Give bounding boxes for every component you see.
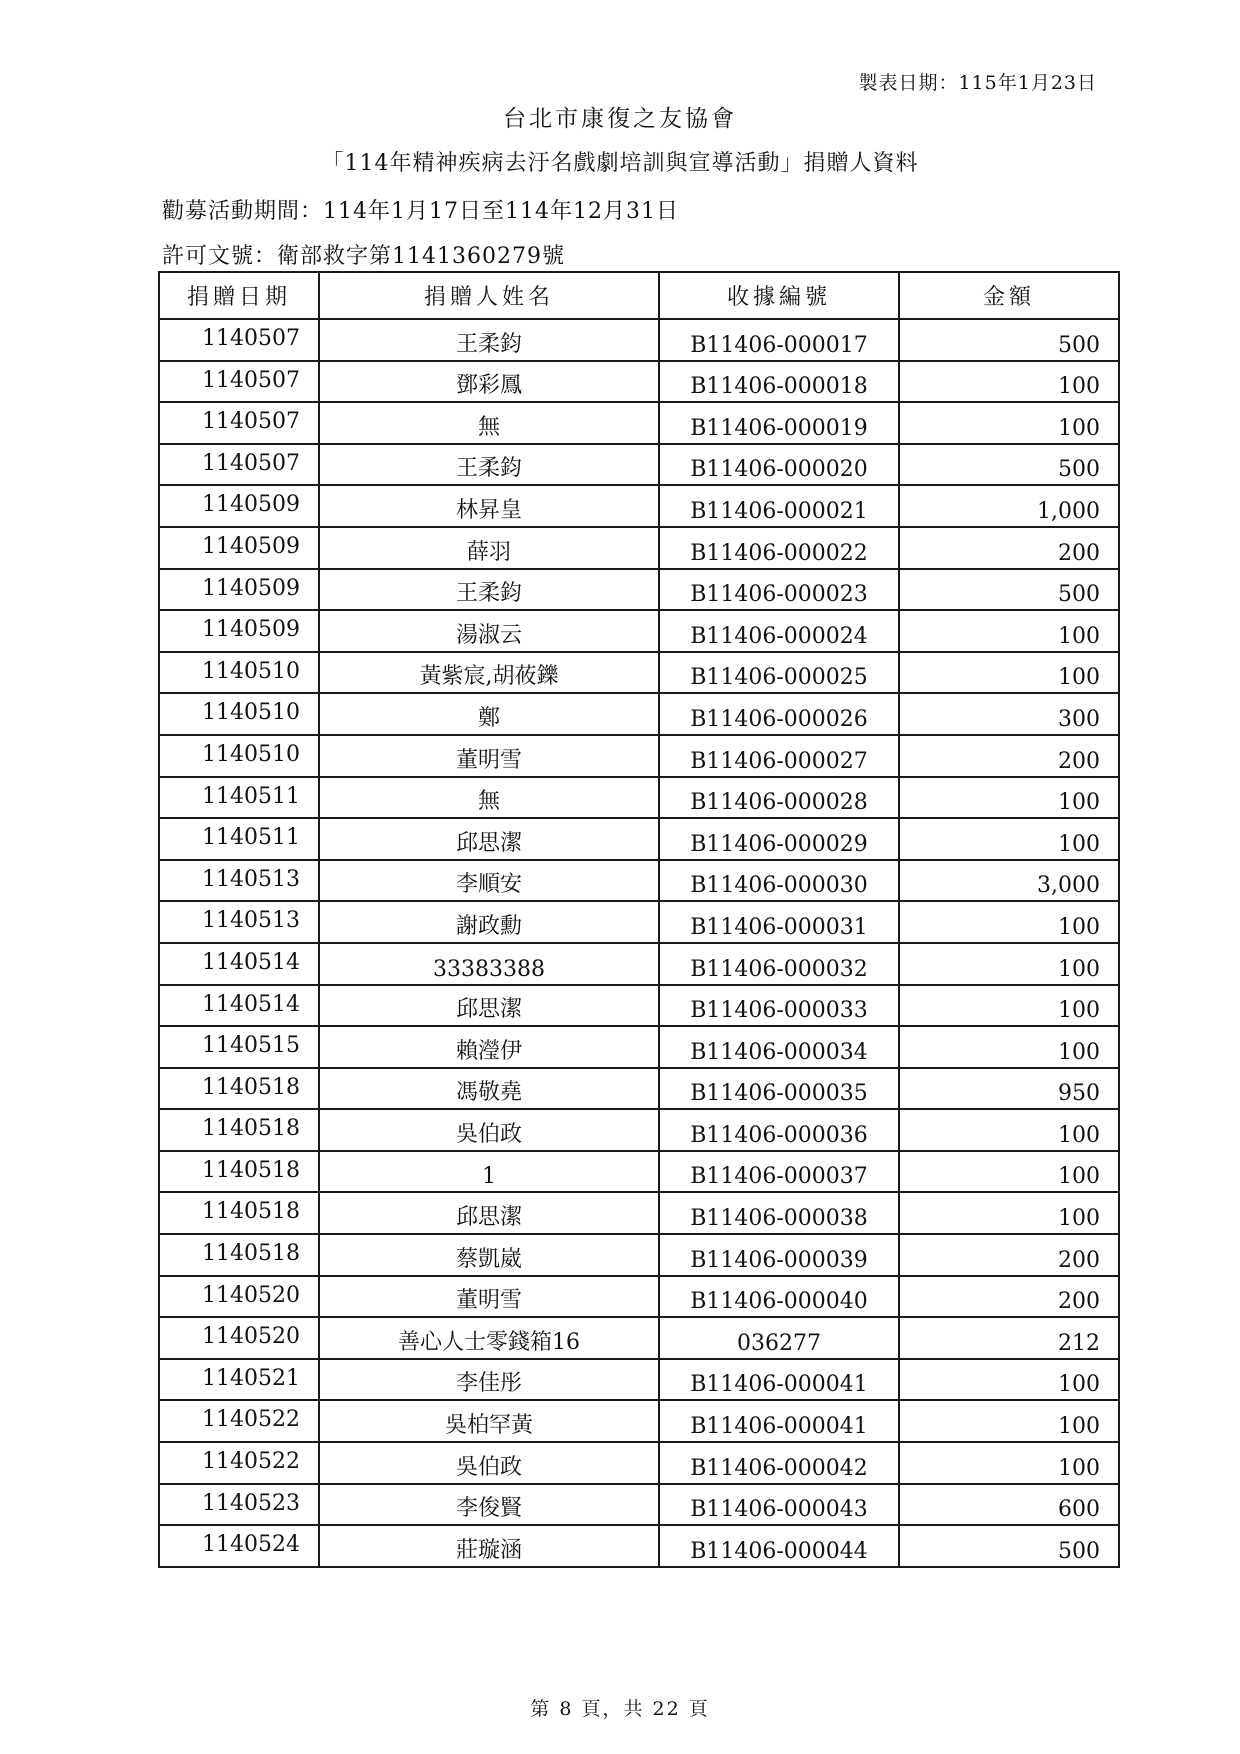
cell-receipt-no: B11406-000030 (659, 860, 899, 902)
cell-receipt-no: B11406-000022 (659, 527, 899, 569)
cell-date: 1140507 (159, 319, 319, 361)
cell-donor-name: 林昇皇 (319, 485, 659, 527)
cell-date: 1140520 (159, 1276, 319, 1318)
cell-receipt-no: B11406-000036 (659, 1109, 899, 1151)
table-row (159, 652, 1119, 694)
cell-receipt-no: B11406-000040 (659, 1276, 899, 1318)
cell-date: 1140518 (159, 1151, 319, 1193)
table-row (159, 361, 1119, 403)
cell-receipt-no: B11406-000038 (659, 1192, 899, 1234)
cell-donor-name: 鄭 (319, 693, 659, 735)
cell-receipt-no: B11406-000029 (659, 818, 899, 860)
cell-date: 1140522 (159, 1442, 319, 1484)
cell-receipt-no: B11406-000042 (659, 1442, 899, 1484)
cell-amount: 100 (899, 361, 1119, 403)
cell-receipt-no: B11406-000024 (659, 610, 899, 652)
cell-receipt-no: 036277 (659, 1317, 899, 1359)
table-row (159, 985, 1119, 1027)
table-row (159, 943, 1119, 985)
table-row (159, 901, 1119, 943)
cell-date: 1140522 (159, 1400, 319, 1442)
cell-donor-name: 善心人士零錢箱16 (319, 1317, 659, 1359)
table-row (159, 693, 1119, 735)
table-row (159, 1026, 1119, 1068)
cell-receipt-no: B11406-000044 (659, 1525, 899, 1567)
cell-amount: 950 (899, 1068, 1119, 1110)
cell-receipt-no: B11406-000027 (659, 735, 899, 777)
cell-amount: 100 (899, 402, 1119, 444)
cell-date: 1140518 (159, 1068, 319, 1110)
cell-donor-name: 吳伯政 (319, 1442, 659, 1484)
cell-amount: 200 (899, 735, 1119, 777)
cell-date: 1140510 (159, 735, 319, 777)
table-row (159, 735, 1119, 777)
cell-amount: 100 (899, 1400, 1119, 1442)
cell-donor-name: 薛羽 (319, 527, 659, 569)
cell-donor-name: 吳柏罕黃 (319, 1400, 659, 1442)
cell-amount: 1,000 (899, 485, 1119, 527)
cell-amount: 3,000 (899, 860, 1119, 902)
cell-receipt-no: B11406-000039 (659, 1234, 899, 1276)
cell-donor-name: 吳伯政 (319, 1109, 659, 1151)
cell-donor-name: 無 (319, 777, 659, 819)
table-row (159, 1359, 1119, 1401)
cell-amount: 100 (899, 1192, 1119, 1234)
cell-date: 1140513 (159, 860, 319, 902)
cell-amount: 100 (899, 1359, 1119, 1401)
table-row (159, 485, 1119, 527)
document-subtitle: 「114年精神疾病去汙名戲劇培訓與宣導活動」捐贈人資料 (321, 151, 919, 176)
cell-receipt-no: B11406-000019 (659, 402, 899, 444)
cell-donor-name: 黃紫宸,胡莜鑠 (319, 652, 659, 694)
cell-receipt-no: B11406-000021 (659, 485, 899, 527)
cell-date: 1140521 (159, 1359, 319, 1401)
header-amount: 金額 (899, 272, 1119, 319)
organization-title: 台北市康復之友協會 (503, 106, 737, 132)
cell-amount: 200 (899, 1234, 1119, 1276)
cell-date: 1140514 (159, 985, 319, 1027)
table-row (159, 527, 1119, 569)
made-date: 製表日期：115年1月23日 (858, 72, 1097, 94)
campaign-period: 勸募活動期間：114年1月17日至114年12月31日 (162, 199, 679, 224)
cell-receipt-no: B11406-000035 (659, 1068, 899, 1110)
cell-donor-name: 邱思潔 (319, 985, 659, 1027)
table-row (159, 1276, 1119, 1318)
cell-date: 1140510 (159, 693, 319, 735)
cell-donor-name: 33383388 (319, 943, 659, 985)
cell-amount: 100 (899, 1026, 1119, 1068)
cell-receipt-no: B11406-000026 (659, 693, 899, 735)
cell-receipt-no: B11406-000041 (659, 1359, 899, 1401)
table-row (159, 777, 1119, 819)
table-row (159, 319, 1119, 361)
cell-receipt-no: B11406-000018 (659, 361, 899, 403)
cell-date: 1140514 (159, 943, 319, 985)
cell-amount: 100 (899, 652, 1119, 694)
cell-date: 1140507 (159, 444, 319, 486)
cell-receipt-no: B11406-000017 (659, 319, 899, 361)
cell-date: 1140518 (159, 1234, 319, 1276)
page-number: 第 8 頁，共 22 頁 (530, 1698, 710, 1720)
cell-date: 1140509 (159, 610, 319, 652)
table-row (159, 610, 1119, 652)
cell-amount: 100 (899, 610, 1119, 652)
cell-receipt-no: B11406-000041 (659, 1400, 899, 1442)
cell-donor-name: 邱思潔 (319, 818, 659, 860)
cell-date: 1140509 (159, 485, 319, 527)
donor-table (158, 271, 1120, 1568)
cell-amount: 200 (899, 1276, 1119, 1318)
cell-receipt-no: B11406-000031 (659, 901, 899, 943)
cell-donor-name: 王柔鈞 (319, 319, 659, 361)
cell-date: 1140513 (159, 901, 319, 943)
cell-amount: 100 (899, 1442, 1119, 1484)
cell-amount: 100 (899, 818, 1119, 860)
cell-amount: 500 (899, 444, 1119, 486)
cell-donor-name: 李順安 (319, 860, 659, 902)
table-row (159, 569, 1119, 611)
table-row (159, 1151, 1119, 1193)
cell-date: 1140523 (159, 1484, 319, 1526)
cell-donor-name: 董明雪 (319, 735, 659, 777)
cell-donor-name: 李俊賢 (319, 1484, 659, 1526)
table-body (159, 319, 1119, 1567)
cell-amount: 100 (899, 777, 1119, 819)
cell-receipt-no: B11406-000020 (659, 444, 899, 486)
cell-donor-name: 董明雪 (319, 1276, 659, 1318)
table-row (159, 1192, 1119, 1234)
cell-amount: 100 (899, 943, 1119, 985)
cell-receipt-no: B11406-000043 (659, 1484, 899, 1526)
cell-donor-name: 賴瀅伊 (319, 1026, 659, 1068)
table-row (159, 1317, 1119, 1359)
table-row (159, 860, 1119, 902)
table-row (159, 1068, 1119, 1110)
cell-amount: 500 (899, 569, 1119, 611)
cell-amount: 100 (899, 901, 1119, 943)
permit-number: 許可文號：衛部救字第1141360279號 (162, 244, 565, 269)
cell-date: 1140509 (159, 527, 319, 569)
cell-amount: 200 (899, 527, 1119, 569)
cell-donor-name: 鄧彩鳳 (319, 361, 659, 403)
cell-amount: 100 (899, 1109, 1119, 1151)
table-row (159, 818, 1119, 860)
cell-donor-name: 1 (319, 1151, 659, 1193)
cell-date: 1140520 (159, 1317, 319, 1359)
header-date: 捐贈日期 (159, 272, 319, 319)
cell-date: 1140507 (159, 361, 319, 403)
table-row (159, 402, 1119, 444)
cell-amount: 100 (899, 985, 1119, 1027)
cell-donor-name: 邱思潔 (319, 1192, 659, 1234)
cell-date: 1140511 (159, 777, 319, 819)
cell-receipt-no: B11406-000032 (659, 943, 899, 985)
cell-amount: 100 (899, 1151, 1119, 1193)
cell-donor-name: 無 (319, 402, 659, 444)
cell-donor-name: 李佳彤 (319, 1359, 659, 1401)
cell-date: 1140518 (159, 1192, 319, 1234)
cell-donor-name: 湯淑云 (319, 610, 659, 652)
cell-receipt-no: B11406-000028 (659, 777, 899, 819)
table-row (159, 1234, 1119, 1276)
table-header-row (159, 272, 1119, 319)
cell-date: 1140511 (159, 818, 319, 860)
cell-amount: 300 (899, 693, 1119, 735)
table-row (159, 1442, 1119, 1484)
table-row (159, 1525, 1119, 1567)
cell-date: 1140524 (159, 1525, 319, 1567)
table-row (159, 1400, 1119, 1442)
table-row (159, 1109, 1119, 1151)
cell-receipt-no: B11406-000034 (659, 1026, 899, 1068)
header-donor-name: 捐贈人姓名 (319, 272, 659, 319)
cell-donor-name: 謝政勳 (319, 901, 659, 943)
cell-date: 1140507 (159, 402, 319, 444)
cell-amount: 212 (899, 1317, 1119, 1359)
cell-receipt-no: B11406-000025 (659, 652, 899, 694)
cell-donor-name: 蔡凱崴 (319, 1234, 659, 1276)
cell-receipt-no: B11406-000037 (659, 1151, 899, 1193)
cell-amount: 500 (899, 1525, 1119, 1567)
cell-donor-name: 王柔鈞 (319, 444, 659, 486)
cell-date: 1140518 (159, 1109, 319, 1151)
header-receipt-no: 收據編號 (659, 272, 899, 319)
cell-receipt-no: B11406-000023 (659, 569, 899, 611)
cell-amount: 600 (899, 1484, 1119, 1526)
cell-receipt-no: B11406-000033 (659, 985, 899, 1027)
cell-donor-name: 莊璇涵 (319, 1525, 659, 1567)
cell-date: 1140509 (159, 569, 319, 611)
cell-amount: 500 (899, 319, 1119, 361)
table-row (159, 1484, 1119, 1526)
cell-donor-name: 馮敬堯 (319, 1068, 659, 1110)
table-row (159, 444, 1119, 486)
cell-date: 1140515 (159, 1026, 319, 1068)
cell-date: 1140510 (159, 652, 319, 694)
cell-donor-name: 王柔鈞 (319, 569, 659, 611)
